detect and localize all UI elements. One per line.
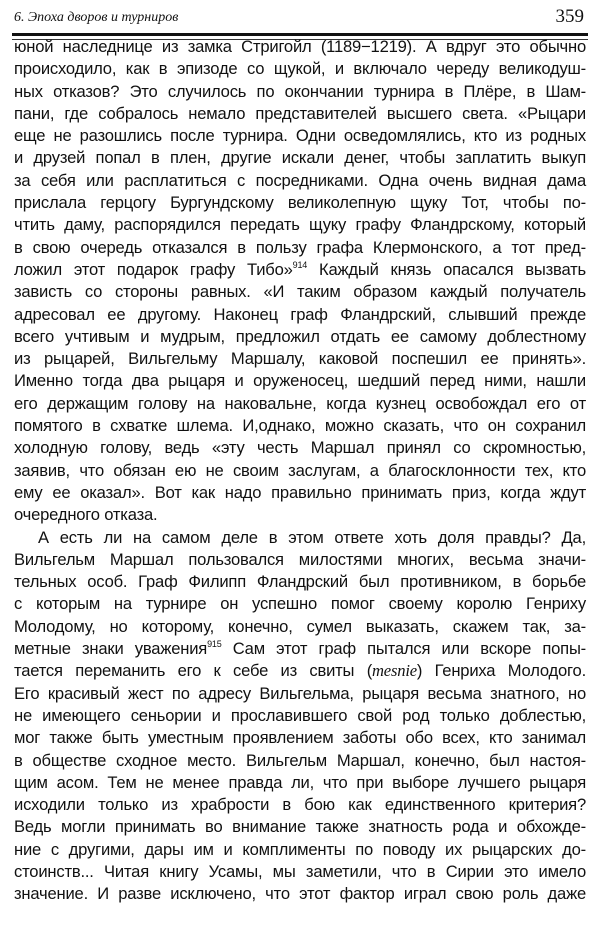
text-segment: из рыцарей, Вильгельму Маршалу, каковой поспешил ее принять». xyxy=(14,349,586,369)
text-segment: Ведь могли принимать во внимание также знатность рода и обхожде- xyxy=(14,817,586,837)
text-line xyxy=(14,593,586,615)
text-line xyxy=(14,147,586,169)
text-line xyxy=(14,705,586,727)
text-line xyxy=(14,482,586,504)
text-segment: тельных особ. Граф Филипп Фландрский был противником, в борьбе xyxy=(14,572,586,592)
text-segment: происходило, как в эпизоде со щукой, и включало череду великодуш- xyxy=(14,59,586,79)
italic-term: mesnie xyxy=(372,661,417,681)
text-line xyxy=(14,794,586,816)
text-segment: Вильгельм Маршал пользовался милостями многих, весьма значи- xyxy=(14,549,586,569)
text-line xyxy=(14,214,586,236)
text-line xyxy=(14,348,586,370)
text-line xyxy=(14,527,586,549)
text-line xyxy=(14,460,586,482)
text-line xyxy=(14,660,586,682)
footnote-ref: 915 xyxy=(207,639,222,650)
text-segment: за себя или расплатиться с посредниками. Одна очень видная дама xyxy=(14,170,586,190)
text-line xyxy=(14,571,586,593)
text-line xyxy=(14,772,586,794)
text-segment: зависть со стороны равных. «И таким образом каждый получатель xyxy=(14,282,586,302)
text-line xyxy=(14,370,586,392)
page-number: 359 xyxy=(555,6,584,27)
text-line xyxy=(14,549,586,571)
text-line xyxy=(14,816,586,838)
text-line xyxy=(14,504,586,526)
text-segment: мог также быть уместным проявлением заботы обо всех, кто занимал xyxy=(14,728,586,748)
text-line xyxy=(14,304,586,326)
text-segment: исходили только из храбрости в бою как единственного критерия? xyxy=(14,795,586,815)
text-segment: адресовал ее другому. Наконец граф Фландрский, слывший прежде xyxy=(14,304,586,324)
text-segment: заявив, что обязан ею не своим заслугам, а благосклонности тех, кто xyxy=(14,460,586,480)
text-line xyxy=(14,839,586,861)
text-line xyxy=(14,103,586,125)
text-line xyxy=(14,727,586,749)
text-line xyxy=(14,125,586,147)
text-segment: ных отказов? Это случилось по окончании турнира в Плёре, в Шам- xyxy=(14,81,586,101)
text-line xyxy=(14,259,586,281)
text-line xyxy=(14,326,586,348)
text-segment: всего учтивым и мудрым, предложил отдать ее самому доблестному xyxy=(14,326,586,346)
page-body-text xyxy=(14,36,586,906)
text-segment: помятого в схватке шлема. И,однако, можно сказать, что он сохранил xyxy=(14,416,586,436)
text-segment: ложил этот подарок графу Тибо» xyxy=(14,259,293,279)
text-segment: стоинств... Читая книгу Усамы, мы заметили, что в Сирии это имело xyxy=(14,861,586,881)
text-segment: юной наследнице из замка Стригойл (1189−1219). А вдруг это обычно xyxy=(14,37,586,56)
text-line xyxy=(14,281,586,303)
text-segment: Молодому, но которому, конечно, сумел выказать, скажем так, за- xyxy=(14,616,586,636)
text-line xyxy=(14,883,586,905)
text-segment: прислала герцогу Бургундскому великолепную щуку Тот, чтобы по- xyxy=(14,193,586,213)
text-segment: чтить даму, распорядился передать щуку графу Фландрскому, который xyxy=(14,215,586,235)
text-line xyxy=(14,192,586,214)
text-line xyxy=(14,36,586,58)
text-line xyxy=(14,393,586,415)
text-segment: в свою очередь отказался в пользу графа Клермонского, а тот пред- xyxy=(14,237,586,257)
text-line xyxy=(14,415,586,437)
text-line xyxy=(14,237,586,259)
text-line xyxy=(14,750,586,772)
text-segment: и друзей попал в плен, другие искали денег, чтобы заплатить выкуп xyxy=(14,148,586,168)
text-segment: в обществе сходное место. Вильгельм Маршал, конечно, был настоя- xyxy=(14,750,586,770)
text-line xyxy=(14,58,586,80)
chapter-title: 6. Эпоха дворов и турниров xyxy=(14,10,179,25)
text-segment: еще не разошлись после турнира. Одни осведомлялись, кто из родных xyxy=(14,126,586,146)
text-segment: щим асом. Тем не менее правда ли, что при выборе лучшего рыцаря xyxy=(14,772,586,792)
text-line xyxy=(14,638,586,660)
text-segment: холодную голову, ведь «эту честь Маршал принял со скромностью, xyxy=(14,438,586,458)
text-segment: очередного отказа. xyxy=(14,505,158,525)
text-segment: пани, где собралось немало представителей высшего света. «Рыцари xyxy=(14,103,586,123)
text-segment: не имеющего сеньории и прославившего свой род только доблестью, xyxy=(14,705,586,725)
text-segment: А есть ли на самом деле в этом ответе хоть доля правды? Да, xyxy=(38,527,586,547)
text-segment: ) Генриха Молодого. xyxy=(416,661,586,681)
text-segment: его держащим голову на наковальне, когда кузнец освобождал его от xyxy=(14,393,586,413)
text-segment: ему ее оказал». Вот как надо правильно принимать приз, когда ждут xyxy=(14,482,586,502)
text-segment: ние с другими, дары им и комплименты по поводу их рыцарских до- xyxy=(14,839,586,859)
text-line xyxy=(14,616,586,638)
running-header xyxy=(14,6,586,30)
text-segment: Сам этот граф пытался или вскоре попы- xyxy=(221,639,586,659)
text-segment: значение. И разве исключено, что этот фактор играл свою роль даже xyxy=(14,884,586,904)
text-segment: Его красивый жест по адресу Вильгельма, рыцаря весьма знатного, но xyxy=(14,683,586,703)
text-segment: Именно тогда два рыцаря и оруженосец, шедший перед ними, нашли xyxy=(14,371,586,391)
text-line xyxy=(14,170,586,192)
text-line xyxy=(14,437,586,459)
text-line xyxy=(14,683,586,705)
text-line xyxy=(14,861,586,883)
text-segment: тается переманить его к себе из свиты ( xyxy=(14,661,373,681)
text-segment: Каждый князь опасался вызвать xyxy=(307,259,586,279)
text-line xyxy=(14,81,586,103)
footnote-ref: 914 xyxy=(292,259,308,270)
text-segment: метные знаки уважения xyxy=(14,639,208,659)
text-segment: с которым на турнире он успешно помог своему королю Генриху xyxy=(14,594,586,614)
